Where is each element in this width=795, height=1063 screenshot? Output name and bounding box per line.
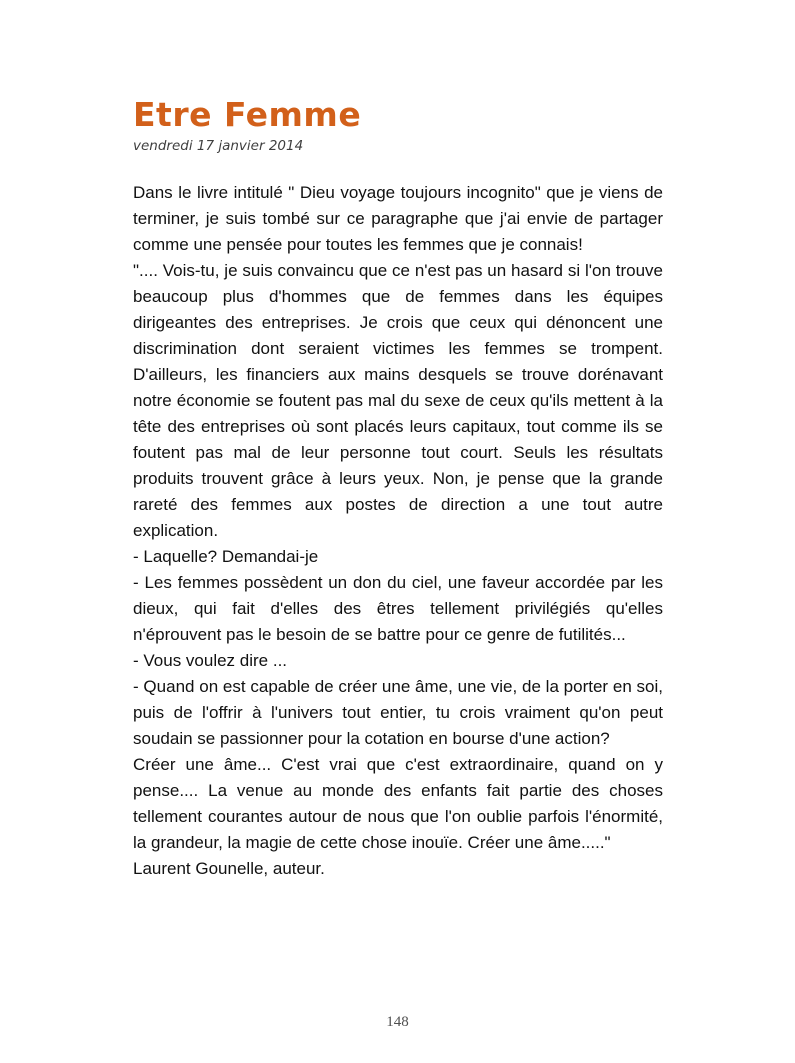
article-body xyxy=(133,180,663,882)
paragraph: - Laquelle? Demandai-je xyxy=(133,546,319,566)
paragraph: ".... Vois-tu, je suis convaincu que ce n'est pas un hasard si l'on trouve beaucoup plus d'hommes que de femmes dans les équipes dirigeantes des entreprises. Je crois que ceux qui dénoncent une discrimination dont seraient victimes les femmes se trompent. D'ailleurs, les financiers aux mains desquels se trouve dorénavant notre économie se foutent pas mal du sexe de ceux qu'ils mettent à la tête des entreprises où sont placés leurs capitaux, tout comme ils se foutent pas mal de leur personne tout court. Seuls les résultats produits trouvent grâce à leurs yeux. Non, je pense que la grande rareté des femmes aux postes de direction a une tout autre explication. xyxy=(133,260,663,540)
paragraph: Laurent Gounelle, auteur. xyxy=(133,858,325,878)
paragraph: - Vous voulez dire ... xyxy=(133,650,288,670)
article xyxy=(133,95,663,882)
paragraph: Dans le livre intitulé " Dieu voyage toujours incognito" que je viens de terminer, je suis tombé sur ce paragraphe que j'ai envie de partager comme une pensée pour toutes les femmes que je connais! xyxy=(133,182,663,254)
post-date: vendredi 17 janvier 2014 xyxy=(133,137,304,154)
paragraph: - Quand on est capable de créer une âme, une vie, de la porter en soi, puis de l'offrir à l'univers tout entier, tu crois vraiment qu'on peut soudain se passionner pour la cotation en bourse d'une action? xyxy=(133,676,663,748)
paragraph: - Les femmes possèdent un don du ciel, une faveur accordée par les dieux, qui fait d'elles des êtres tellement privilégiés qu'elles n'éprouvent pas le besoin de se battre pour ce genre de futilités... xyxy=(133,572,663,644)
page-title: Etre Femme xyxy=(133,95,362,134)
page-number: 148 xyxy=(386,1014,409,1030)
paragraph: Créer une âme... C'est vrai que c'est extraordinaire, quand on y pense.... La venue au monde des enfants fait partie des choses tellement courantes autour de nous que l'on oublie parfois l'énormité, la grandeur, la magie de cette chose inouïe. Créer une âme....." xyxy=(133,754,663,852)
